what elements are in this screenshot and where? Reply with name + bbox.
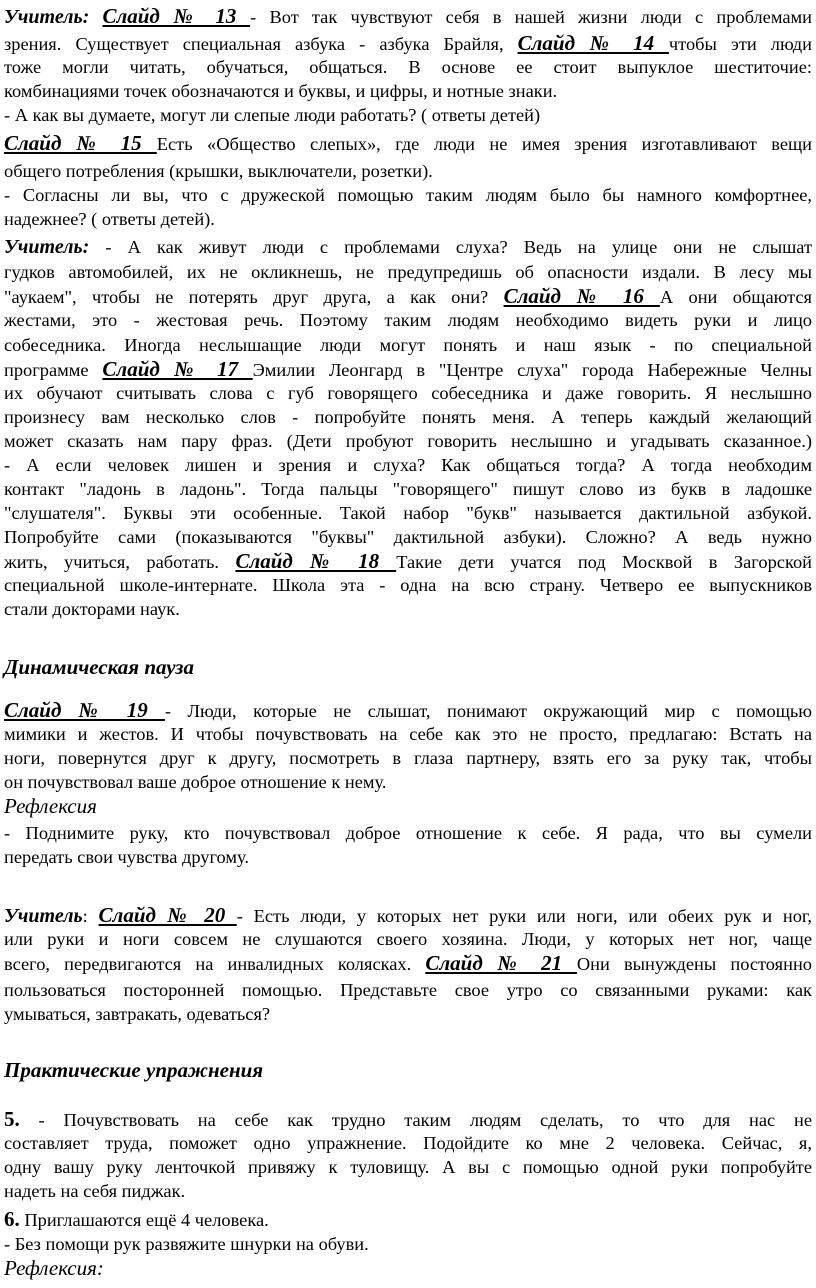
text-span: - А как вы думаете, могут ли слепые люди работать? ( ответы детей): [4, 105, 541, 125]
text-line: [4, 978, 812, 1002]
text-line: [4, 1232, 369, 1256]
text-span: одну вашу руку ленточкой привяжу к туловищу. А вы с помощью одной руки попробуйте: [4, 1157, 812, 1177]
text-span: Эмилии Леонгард в "Центре слуха" города Набережные Челны: [252, 360, 813, 380]
text-line: [4, 260, 812, 284]
text-span: общего потребления (крышки, выключатели, розетки).: [4, 161, 433, 181]
text-span: контакт "ладонь в ладонь". Тогда пальцы "говорящего" пишут слово из букв в ладошке: [4, 479, 812, 499]
text-span: тоже могли читать, обучаться, общаться. В основе ее стоит выпуклое шеститочие:: [4, 57, 812, 77]
text-span: А они общаются: [659, 287, 812, 307]
text-span: - А как живут люди с проблемами слуха? Ведь на улице они не слышат: [89, 237, 812, 257]
text-span: умываться, завтракать, одеваться?: [4, 1004, 271, 1024]
text-span: гудков автомобилей, их не окликнешь, не предупредишь об опасности издали. В лесу мы: [4, 262, 812, 282]
text-line: [4, 845, 249, 869]
text-span: может сказать нам пару фраз. (Дети пробуют говорить неслышно и угадывать сказанное.): [4, 431, 812, 451]
text-line: [4, 597, 180, 621]
text-line: [4, 284, 812, 309]
text-span: - Без помощи рук развяжите шнурки на обуви.: [4, 1234, 369, 1254]
slide-reference: Слайд № 15: [4, 131, 157, 155]
text-line: [4, 357, 812, 382]
text-line: [4, 31, 812, 56]
text-span: - Поднимите руку, кто почувствовал доброе отношение к себе. Я рада, что вы сумели: [4, 823, 812, 843]
text-line: [4, 821, 812, 845]
text-span: он почувствовал ваше доброе отношение к нему.: [4, 772, 387, 792]
text-span: специальной школе-интернате. Школа эта - одна на всю страну. Четверо ее выпускников: [4, 575, 812, 595]
text-span: зрения. Существует специальная азбука - азбука Брайля,: [4, 34, 518, 54]
text-span: - Согласны ли вы, что с дружеской помощью таким людям было бы намного комфортнее,: [4, 185, 812, 205]
text-span: - Вот так чувствуют себя в нашей жизни люди с проблемами: [250, 7, 812, 27]
text-span: надежнее? ( ответы детей).: [4, 209, 215, 229]
exercise-number: 6.: [4, 1207, 20, 1231]
text-span: ноги, повернутся друг к другу, посмотреть в глаза партнеру, взять его за руку так, чтобы: [4, 748, 812, 768]
text-line: [4, 308, 812, 332]
section-heading: Динамическая пауза: [4, 655, 194, 679]
text-span: Они вынуждены постоянно: [576, 954, 812, 974]
text-span: - Люди, которые не слышат, понимают окружающий мир с помощью: [164, 701, 812, 721]
text-line: [4, 1256, 104, 1281]
text-span: жестами, это - жестовая речь. Поэтому таким людям необходимо видеть руки и лицо: [4, 310, 812, 330]
slide-reference: Слайд № 18: [235, 549, 397, 573]
text-line: [4, 1107, 812, 1132]
slide-reference: Слайд № 19: [4, 698, 165, 722]
text-span: "аукаем", чтобы не потерять друг друга, а как они?: [4, 287, 504, 307]
text-span: - Есть люди, у которых нет руки или ноги, или обеих рук и ног,: [236, 906, 812, 926]
text-span: их обучают считывать слова с губ говорящего собеседника и даже говорить. Я неслышно: [4, 383, 812, 403]
speaker-label: Учитель:: [4, 236, 90, 258]
text-line: [4, 183, 812, 207]
text-line: [4, 55, 812, 79]
speaker-label: Учитель:: [4, 6, 90, 28]
text-line: [4, 131, 812, 156]
text-span: Приглашаются ещё 4 человека.: [19, 1210, 269, 1230]
text-line: [4, 103, 540, 127]
text-line: [4, 722, 812, 746]
text-span: Попробуйте сами (показываются "буквы" дактильной азбуки). Сложно? А ведь нужно: [4, 527, 812, 547]
slide-reference: Слайд № 13: [102, 4, 251, 28]
speaker-label: Учитель: [4, 905, 83, 927]
text-span: произнесу вам несколько слов - попробуйте понять меня. А теперь каждый желающий: [4, 407, 812, 427]
text-line: [4, 903, 812, 928]
text-line: [4, 1155, 812, 1179]
text-line: [4, 770, 386, 794]
text-span: всего, передвигаются на инвалидных колясках.: [4, 954, 426, 974]
text-span: пользоваться посторонней помощью. Представьте свое утро со связанными руками: как: [4, 980, 812, 1000]
text-line: [4, 429, 812, 453]
text-span: программе: [4, 360, 103, 380]
text-span: собеседника. Иногда неслышащие люди могут понять и наш язык - по специальной: [4, 335, 812, 355]
text-span: или руки и ноги совсем не слушаются своего хозяина. Люди, у которых нет ног, чаще: [4, 929, 812, 949]
text-span: надеть на себя пиджак.: [4, 1181, 186, 1201]
reflection-heading: Рефлексия:: [4, 1256, 104, 1280]
text-line: [4, 1207, 269, 1232]
text-line: [4, 1058, 263, 1083]
text-line: [4, 927, 812, 951]
reflection-heading: Рефлексия: [4, 794, 97, 818]
text-line: [4, 381, 812, 405]
text-line: [4, 1131, 812, 1155]
text-line: [4, 159, 433, 183]
text-line: [4, 951, 812, 976]
text-line: [4, 549, 812, 574]
text-line: [4, 405, 812, 429]
text-line: [4, 79, 557, 103]
exercise-number: 5.: [4, 1107, 20, 1131]
slide-reference: Слайд № 20: [98, 903, 237, 927]
text-line: [4, 207, 215, 231]
text-span: Такие дети учатся под Москвой в Загорской: [396, 552, 812, 572]
text-line: [4, 333, 812, 357]
text-span: стали докторами наук.: [4, 599, 180, 619]
slide-reference: Слайд № 16: [503, 284, 660, 308]
text-span: Есть «Общество слепых», где люди не имея зрения изготавливают вещи: [156, 134, 812, 154]
text-span: передать свои чувства другому.: [4, 847, 249, 867]
text-line: [4, 235, 812, 259]
text-line: [4, 1179, 185, 1203]
text-line: [4, 573, 812, 597]
text-span: - А если человек лишен и зрения и слуха? Как общаться тогда? А тогда необходим: [4, 455, 812, 475]
text-line: [4, 477, 812, 501]
text-span: - Почувствовать на себе как трудно таким людям сделать, то что для нас не: [19, 1110, 812, 1130]
text-span: :: [82, 906, 99, 926]
text-span: составляет труда, поможет одно упражнение. Подойдите ко мне 2 человека. Сейчас, я,: [4, 1133, 812, 1153]
text-line: [4, 794, 812, 819]
text-span: комбинациями точек обозначаются и буквы, и цифры, и нотные знаки.: [4, 81, 558, 101]
text-span: "слушателя". Буквы эти особенные. Такой набор "букв" называется дактильной азбукой.: [4, 503, 812, 523]
slide-reference: Слайд № 14: [517, 31, 669, 55]
section-heading: Практические упражнения: [4, 1058, 264, 1082]
text-line: [4, 501, 812, 525]
text-line: [4, 746, 812, 770]
text-line: [4, 525, 812, 549]
text-span: жить, учиться, работать.: [4, 552, 236, 572]
text-line: [4, 4, 812, 29]
text-line: [4, 453, 812, 477]
text-line: [4, 655, 194, 680]
text-line: [4, 698, 812, 723]
slide-reference: Слайд № 21: [425, 951, 577, 975]
text-line: [4, 1002, 270, 1026]
slide-reference: Слайд № 17: [102, 357, 253, 381]
text-span: чтобы эти люди: [668, 34, 812, 54]
text-span: мимики и жестов. И чтобы почувствовать на себе как это не просто, предлагаю: Встать на: [4, 724, 812, 744]
text-span: [89, 7, 102, 27]
